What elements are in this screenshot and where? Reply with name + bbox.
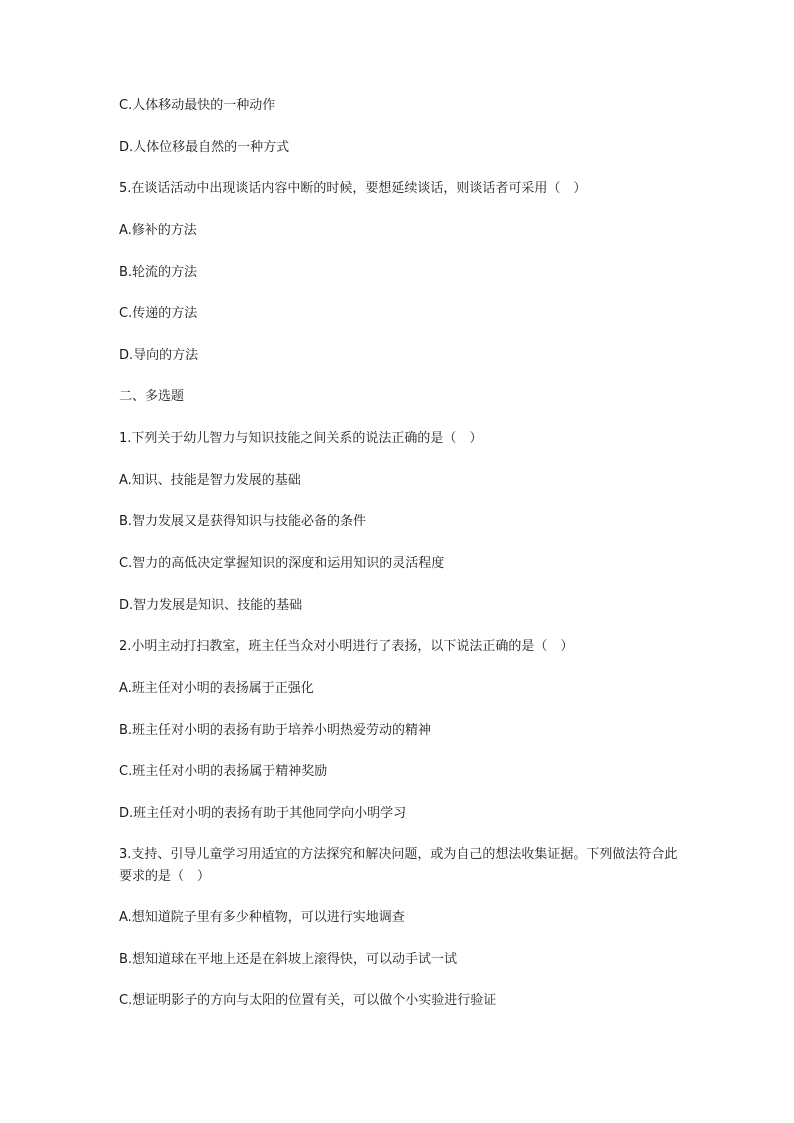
mc-q2-option-c: C.班主任对小明的表扬属于精神奖励 — [119, 764, 328, 779]
mc-q3-option-b: B.想知道球在平地上还是在斜坡上滚得快，可以动手试一试 — [119, 952, 458, 967]
mc-q3-option-c: C.想证明影子的方向与太阳的位置有关，可以做个小实验进行验证 — [119, 993, 497, 1008]
mc-q3-option-a: A.想知道院子里有多少种植物，可以进行实地调查 — [119, 910, 405, 925]
mc-question-3: 3.支持、引导儿童学习用适宜的方法探究和解决问题，或为自己的想法收集证据。下列做法符合此要求的是（ ） — [119, 847, 678, 884]
mc-question-2: 2.小明主动打扫教室，班主任当众对小明进行了表扬，以下说法正确的是（ ） — [119, 639, 574, 654]
section-heading-multiple-choice: 二、多选题 — [119, 389, 185, 404]
mc-q2-option-a: A.班主任对小明的表扬属于正强化 — [119, 681, 314, 696]
option-c-movement: C.人体移动最快的一种动作 — [119, 98, 276, 113]
mc-q1-option-c: C.智力的高低决定掌握知识的深度和运用知识的灵活程度 — [119, 556, 445, 571]
mc-question-1: 1.下列关于幼儿智力与知识技能之间关系的说法正确的是（ ） — [119, 431, 483, 446]
q5-option-a: A.修补的方法 — [119, 223, 197, 238]
mc-q1-option-d: D.智力发展是知识、技能的基础 — [119, 598, 303, 613]
option-d-movement: D.人体位移最自然的一种方式 — [119, 140, 290, 155]
mc-q2-option-d: D.班主任对小明的表扬有助于其他同学向小明学习 — [119, 806, 407, 821]
question-5: 5.在谈话活动中出现谈话内容中断的时候，要想延续谈话，则谈话者可采用（ ） — [119, 181, 587, 196]
mc-q1-option-a: A.知识、技能是智力发展的基础 — [119, 473, 301, 488]
mc-q2-option-b: B.班主任对小明的表扬有助于培养小明热爱劳动的精神 — [119, 723, 432, 738]
q5-option-d: D.导向的方法 — [119, 348, 199, 363]
q5-option-b: B.轮流的方法 — [119, 265, 198, 280]
mc-q1-option-b: B.智力发展又是获得知识与技能必备的条件 — [119, 514, 367, 529]
q5-option-c: C.传递的方法 — [119, 306, 198, 321]
